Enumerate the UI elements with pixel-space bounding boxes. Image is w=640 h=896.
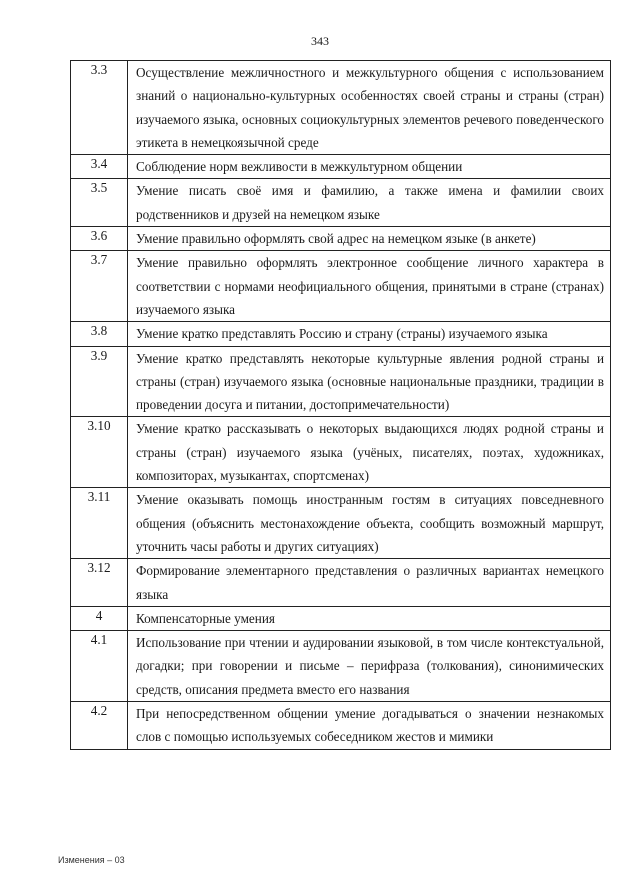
row-text: Формирование элементарного представления о различных вариантах немецкого языка xyxy=(128,559,611,607)
table-row xyxy=(71,559,611,607)
row-text: Компенсаторные умения xyxy=(128,606,611,630)
table-row xyxy=(71,227,611,251)
row-number: 4.2 xyxy=(71,702,128,750)
row-number: 4 xyxy=(71,606,128,630)
row-text: Умение правильно оформлять свой адрес на немецком языке (в анкете) xyxy=(128,227,611,251)
table-row xyxy=(71,631,611,702)
table-row xyxy=(71,702,611,750)
table-row xyxy=(71,155,611,179)
row-number: 3.7 xyxy=(71,251,128,322)
table-row xyxy=(71,346,611,417)
revision-footer: Изменения – 03 xyxy=(58,855,125,865)
row-number: 3.5 xyxy=(71,179,128,227)
row-text: Умение оказывать помощь иностранным гостям в ситуациях повседневного общения (объяснить местонахождение объекта, сообщить возможный маршрут, уточнить часы работы и других ситуациях) xyxy=(128,488,611,559)
table-row xyxy=(71,179,611,227)
row-text: Умение кратко представлять некоторые культурные явления родной страны и страны (стран) изучаемого языка (основные национальные праздники, традиции в проведении досуга и питании, достопримечательности) xyxy=(128,346,611,417)
table-row xyxy=(71,606,611,630)
table-row xyxy=(71,417,611,488)
row-number: 3.6 xyxy=(71,227,128,251)
row-text: Соблюдение норм вежливости в межкультурном общении xyxy=(128,155,611,179)
row-number: 3.12 xyxy=(71,559,128,607)
competency-table xyxy=(70,60,611,750)
row-number: 3.3 xyxy=(71,61,128,155)
row-text: Умение кратко представлять Россию и страну (страны) изучаемого языка xyxy=(128,322,611,346)
row-text: При непосредственном общении умение догадываться о значении незнакомых слов с помощью используемых собеседником жестов и мимики xyxy=(128,702,611,750)
row-text: Осуществление межличностного и межкультурного общения с использованием знаний о национально-культурных особенностях своей страны и страны (стран) изучаемого языка, основных социокультурных элементов речевого поведенческого этикета в немецкоязычной среде xyxy=(128,61,611,155)
row-number: 3.9 xyxy=(71,346,128,417)
row-number: 3.11 xyxy=(71,488,128,559)
row-text: Умение писать своё имя и фамилию, а также имена и фамилии своих родственников и друзей на немецком языке xyxy=(128,179,611,227)
row-number: 3.4 xyxy=(71,155,128,179)
row-number: 3.8 xyxy=(71,322,128,346)
row-text: Использование при чтении и аудировании языковой, в том числе контекстуальной, догадки; при говорении и письме – перифраза (толкования), синонимических средств, описания предмета вместо его названия xyxy=(128,631,611,702)
table-row xyxy=(71,488,611,559)
row-number: 4.1 xyxy=(71,631,128,702)
row-text: Умение правильно оформлять электронное сообщение личного характера в соответствии с нормами неофициального общения, принятыми в стране (странах) изучаемого языка xyxy=(128,251,611,322)
table-row xyxy=(71,322,611,346)
page-number: 343 xyxy=(311,34,329,48)
table-row xyxy=(71,251,611,322)
row-text: Умение кратко рассказывать о некоторых выдающихся людях родной страны и страны (стран) изучаемого языка (учёных, писателях, поэтах, художниках, композиторах, музыкантах, спортсменах) xyxy=(128,417,611,488)
table-row xyxy=(71,61,611,155)
row-number: 3.10 xyxy=(71,417,128,488)
